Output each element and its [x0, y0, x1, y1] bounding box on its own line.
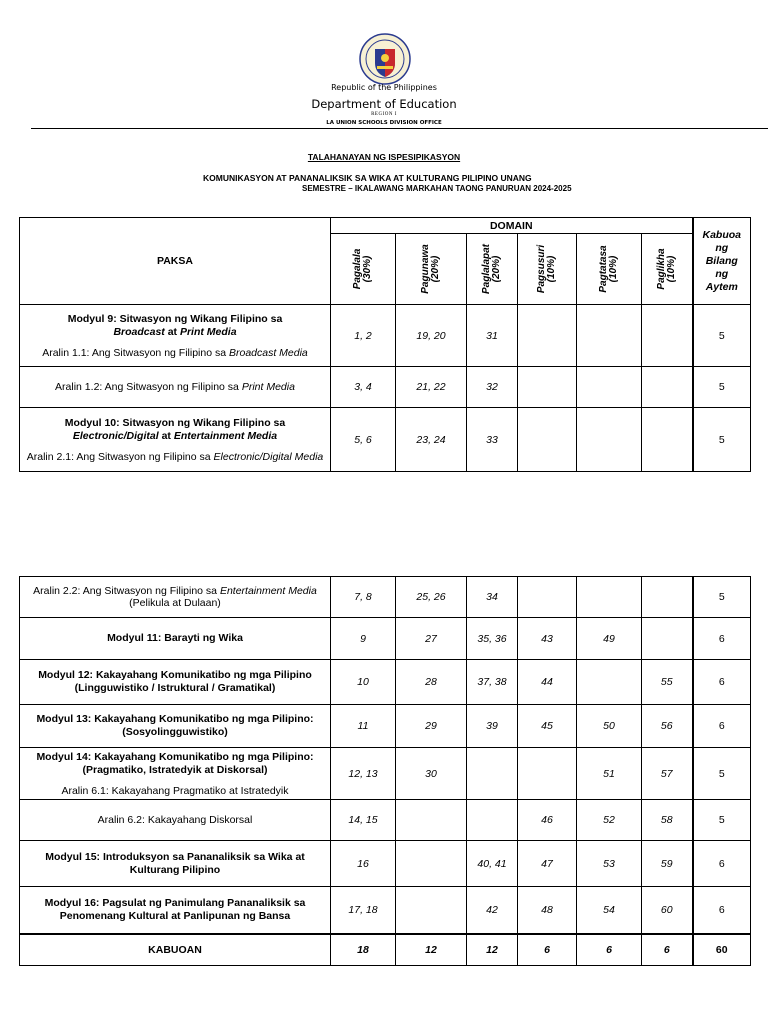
- item-cell: [642, 618, 693, 660]
- item-cell: [518, 577, 577, 618]
- paksa-header: PAKSA: [20, 218, 331, 305]
- item-cell: 17, 18: [331, 887, 396, 934]
- item-cell: 43: [518, 618, 577, 660]
- total-cell: 6: [693, 887, 751, 934]
- item-cell: 29: [396, 705, 467, 748]
- item-cell: 46: [518, 800, 577, 841]
- item-cell: [518, 305, 577, 367]
- item-cell: 27: [396, 618, 467, 660]
- total-cell: 5: [693, 748, 751, 800]
- topic-cell: Modyul 14: Kakayahang Komunikatibo ng mga Pilipino: (Pragmatiko, Istratedyik at Diskorsal) Aralin 6.1: Kakayahang Pragmatiko at Istratedyik: [20, 748, 331, 800]
- item-cell: 30: [396, 748, 467, 800]
- item-cell: 52: [577, 800, 642, 841]
- item-cell: [642, 577, 693, 618]
- domain-col-pagtatasa: Pagtatasa (10%): [577, 234, 642, 305]
- item-cell: 31: [467, 305, 518, 367]
- total-cell: 6: [693, 841, 751, 887]
- topic-cell: Modyul 11: Barayti ng Wika: [20, 618, 331, 660]
- total-cell: 5: [693, 305, 751, 367]
- document-title: TALAHANAYAN NG ISPESIPIKASYON: [307, 152, 461, 162]
- item-cell: [642, 305, 693, 367]
- item-cell: 16: [331, 841, 396, 887]
- topic-cell: Aralin 2.2: Ang Sitwasyon ng Filipino sa Entertainment Media (Pelikula at Dulaan): [20, 577, 331, 618]
- domain-col-pagunawa: Pagunawa (20%): [396, 234, 467, 305]
- item-cell: 47: [518, 841, 577, 887]
- total-item-cell: 6: [642, 934, 693, 966]
- item-cell: 10: [331, 660, 396, 705]
- domain-header: DOMAIN: [331, 218, 693, 234]
- item-cell: 54: [577, 887, 642, 934]
- table-row: [20, 577, 751, 618]
- item-cell: [518, 408, 577, 472]
- table-row: [20, 367, 751, 408]
- table-row: [20, 748, 751, 800]
- item-cell: 53: [577, 841, 642, 887]
- total-cell: 5: [693, 800, 751, 841]
- domain-col-pagalala: Pagalala (30%): [331, 234, 396, 305]
- total-cell: 6: [693, 660, 751, 705]
- republic-text: Republic of the Philippines: [331, 83, 437, 92]
- item-cell: 56: [642, 705, 693, 748]
- item-cell: [396, 841, 467, 887]
- item-cell: 5, 6: [331, 408, 396, 472]
- item-cell: 21, 22: [396, 367, 467, 408]
- item-cell: [577, 367, 642, 408]
- item-cell: 39: [467, 705, 518, 748]
- item-cell: 58: [642, 800, 693, 841]
- item-cell: 7, 8: [331, 577, 396, 618]
- deped-seal-logo: [359, 33, 411, 85]
- table-row: [20, 408, 751, 472]
- item-cell: 12, 13: [331, 748, 396, 800]
- department-text: Department of Education: [311, 97, 457, 111]
- item-cell: [642, 367, 693, 408]
- item-cell: 59: [642, 841, 693, 887]
- item-cell: [577, 577, 642, 618]
- item-cell: 1, 2: [331, 305, 396, 367]
- topic-cell: Modyul 10: Sitwasyon ng Wikang Filipino sa Electronic/Digital at Entertainment Media Aralin 2.1: Ang Sitwasyon ng Filipino sa Electronic/Digital Media: [20, 408, 331, 472]
- topic-cell: Modyul 12: Kakayahang Komunikatibo ng mga Pilipino (Lingguwistiko / Istruktural / Gramatikal): [20, 660, 331, 705]
- table-row: [20, 618, 751, 660]
- topic-cell: Aralin 1.2: Ang Sitwasyon ng Filipino sa Print Media: [20, 367, 331, 408]
- item-cell: [642, 408, 693, 472]
- item-cell: [467, 800, 518, 841]
- topic-cell: Modyul 16: Pagsulat ng Panimulang Pananaliksik sa Penomenang Kultural at Panlipunan ng Bansa: [20, 887, 331, 934]
- item-cell: 45: [518, 705, 577, 748]
- item-cell: [396, 887, 467, 934]
- domain-col-paglalapat: Paglalapat (20%): [467, 234, 518, 305]
- topic-cell: Modyul 13: Kakayahang Komunikatibo ng mga Pilipino: (Sosyolingguwistiko): [20, 705, 331, 748]
- table-row: [20, 887, 751, 934]
- total-cell: 5: [693, 577, 751, 618]
- item-cell: 44: [518, 660, 577, 705]
- item-cell: [577, 660, 642, 705]
- item-cell: 49: [577, 618, 642, 660]
- item-cell: 48: [518, 887, 577, 934]
- total-item-cell: 18: [331, 934, 396, 966]
- specification-table-part1: [19, 217, 751, 472]
- document-subtitle-line2: SEMESTRE – IKALAWANG MARKAHAN TAONG PANURUAN 2024-2025: [302, 184, 572, 193]
- item-cell: 3, 4: [331, 367, 396, 408]
- item-cell: [518, 367, 577, 408]
- item-cell: 19, 20: [396, 305, 467, 367]
- total-label: KABUOAN: [20, 934, 331, 966]
- item-cell: 55: [642, 660, 693, 705]
- total-cell: 5: [693, 408, 751, 472]
- total-cell: 6: [693, 618, 751, 660]
- item-cell: 28: [396, 660, 467, 705]
- total-cell: 5: [693, 367, 751, 408]
- total-row: [20, 934, 751, 966]
- item-cell: [467, 748, 518, 800]
- grand-total-cell: 60: [693, 934, 751, 966]
- domain-col-pagsusuri: Pagsusuri (10%): [518, 234, 577, 305]
- division-text: LA UNION SCHOOLS DIVISION OFFICE: [326, 120, 442, 126]
- item-cell: 33: [467, 408, 518, 472]
- total-item-cell: 12: [467, 934, 518, 966]
- total-item-cell: 6: [518, 934, 577, 966]
- item-cell: [518, 748, 577, 800]
- kabuoan-header: Kabuoa ng Bilang ng Aytem: [693, 218, 751, 305]
- table-row: [20, 841, 751, 887]
- item-cell: 32: [467, 367, 518, 408]
- item-cell: 40, 41: [467, 841, 518, 887]
- total-item-cell: 12: [396, 934, 467, 966]
- header-divider: [31, 128, 768, 129]
- total-item-cell: 6: [577, 934, 642, 966]
- item-cell: 51: [577, 748, 642, 800]
- item-cell: 60: [642, 887, 693, 934]
- item-cell: 57: [642, 748, 693, 800]
- item-cell: 37, 38: [467, 660, 518, 705]
- item-cell: [396, 800, 467, 841]
- domain-col-paglikha: Paglikha (10%): [642, 234, 693, 305]
- table-row: [20, 705, 751, 748]
- item-cell: 23, 24: [396, 408, 467, 472]
- topic-cell: Modyul 9: Sitwasyon ng Wikang Filipino sa Broadcast at Print Media Aralin 1.1: Ang Sitwasyon ng Filipino sa Broadcast Media: [20, 305, 331, 367]
- total-cell: 6: [693, 705, 751, 748]
- table-row: [20, 305, 751, 367]
- item-cell: [577, 408, 642, 472]
- item-cell: 50: [577, 705, 642, 748]
- topic-cell: Aralin 6.2: Kakayahang Diskorsal: [20, 800, 331, 841]
- item-cell: [577, 305, 642, 367]
- item-cell: 9: [331, 618, 396, 660]
- document-subtitle-line1: KOMUNIKASYON AT PANANALIKSIK SA WIKA AT KULTURANG PILIPINO UNANG: [203, 173, 532, 183]
- item-cell: 11: [331, 705, 396, 748]
- item-cell: 34: [467, 577, 518, 618]
- specification-table-part2: [19, 576, 751, 966]
- table-row: [20, 800, 751, 841]
- item-cell: 42: [467, 887, 518, 934]
- topic-cell: Modyul 15: Introduksyon sa Pananaliksik sa Wika at Kulturang Pilipino: [20, 841, 331, 887]
- table-row: [20, 660, 751, 705]
- item-cell: 35, 36: [467, 618, 518, 660]
- region-text: REGION I: [371, 112, 397, 117]
- item-cell: 14, 15: [331, 800, 396, 841]
- item-cell: 25, 26: [396, 577, 467, 618]
